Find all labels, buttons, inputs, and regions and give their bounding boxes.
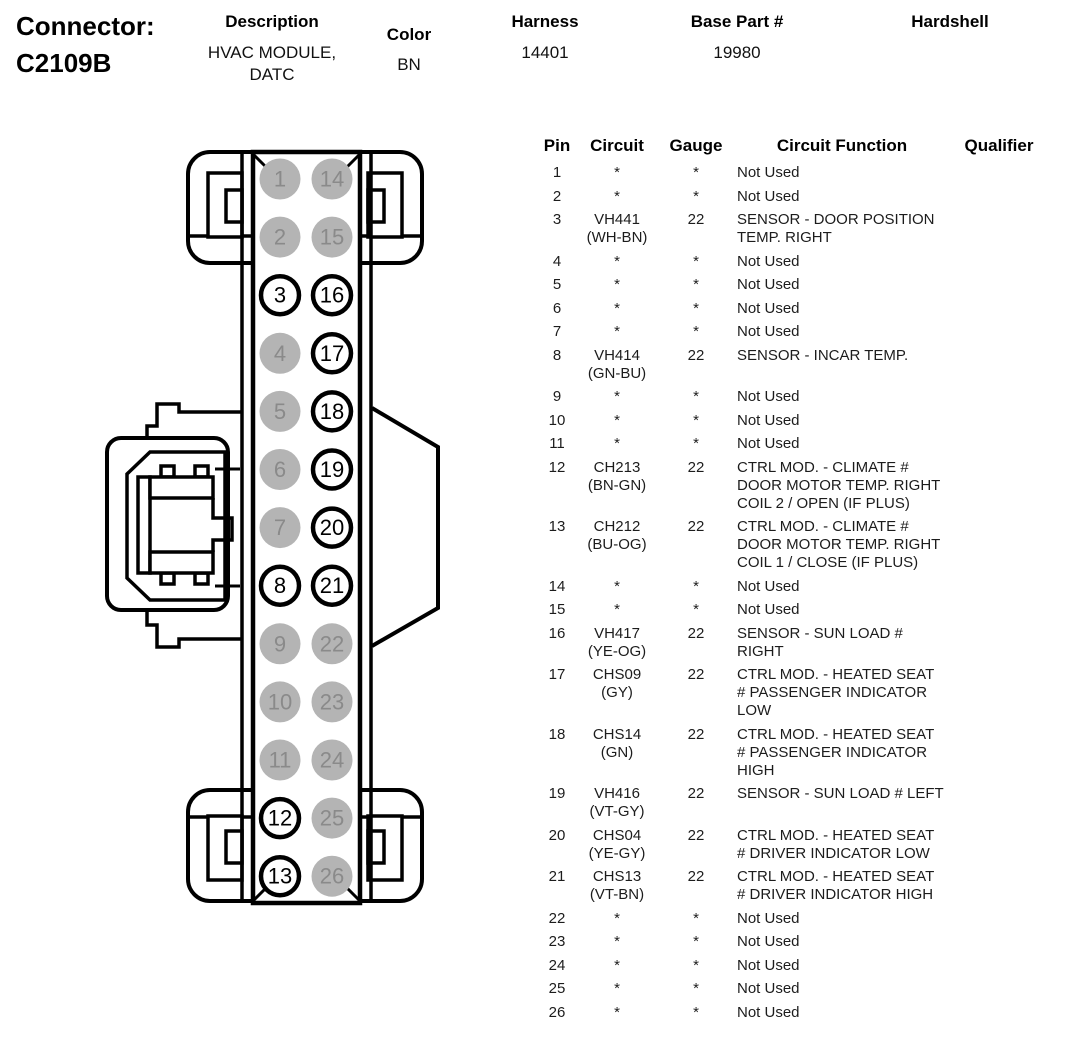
- pin-number-5: 5: [273, 398, 287, 424]
- cell-pin: 8: [552, 346, 562, 364]
- pin-number-3: 3: [273, 282, 287, 308]
- column-header-qualifier: Qualifier: [964, 136, 1034, 155]
- cell-qualifier: [951, 518, 1051, 572]
- cell-qualifier: [951, 910, 1051, 928]
- cell-circuit: CH213 (BN-GN): [587, 458, 647, 494]
- cell-pin: 10: [548, 411, 566, 429]
- cell-gauge: *: [693, 956, 699, 974]
- cell-pin: 1: [552, 164, 562, 181]
- cell-pin: 23: [548, 933, 566, 950]
- cell-gauge: 22: [687, 346, 705, 364]
- cell-gauge: 22: [687, 211, 705, 228]
- cell-gauge: *: [693, 411, 699, 429]
- cell-pin: 21: [548, 868, 566, 885]
- cell-gauge: *: [693, 187, 699, 205]
- cell-circuit-function: Not Used: [737, 299, 800, 317]
- cell-circuit-function: Not Used: [737, 323, 800, 340]
- cell-circuit-function: Not Used: [737, 933, 800, 950]
- cell-qualifier: [951, 868, 1051, 904]
- cell-circuit-function: CTRL MOD. - HEATED SEAT # PASSENGER INDICATOR LOW: [737, 666, 935, 719]
- cell-gauge: *: [693, 933, 699, 950]
- cell-circuit: CHS09 (GY): [592, 666, 642, 701]
- pin-number-2: 2: [273, 224, 287, 250]
- cell-circuit-function: Not Used: [737, 980, 800, 997]
- table-row-pin-2: [537, 188, 1062, 206]
- cell-gauge: *: [693, 388, 699, 405]
- color-label: Color: [386, 25, 432, 44]
- cell-circuit-function: SENSOR - SUN LOAD # RIGHT: [737, 624, 903, 660]
- cell-circuit: *: [614, 411, 620, 429]
- cell-qualifier: [951, 601, 1051, 619]
- pin-number-11: 11: [268, 747, 292, 773]
- table-row-pin-13: [537, 518, 1062, 572]
- cell-gauge: *: [693, 577, 699, 595]
- cell-circuit: VH417 (YE-OG): [587, 624, 647, 660]
- cell-circuit: *: [614, 909, 620, 927]
- connector-label: Connector:: [16, 11, 155, 41]
- cell-qualifier: [951, 459, 1051, 513]
- table-row-pin-7: [537, 323, 1062, 341]
- table-row-pin-26: [537, 1004, 1062, 1022]
- table-row-pin-17: [537, 666, 1062, 720]
- cell-qualifier: [951, 253, 1051, 271]
- cell-gauge: *: [693, 323, 699, 340]
- cell-qualifier: [951, 300, 1051, 318]
- cell-circuit-function: Not Used: [737, 276, 800, 293]
- cell-pin: 7: [552, 323, 562, 340]
- cell-gauge: 22: [687, 666, 705, 683]
- table-row-pin-3: [537, 211, 1062, 247]
- cell-circuit: *: [614, 435, 620, 452]
- cell-qualifier: [951, 726, 1051, 780]
- table-row-pin-4: [537, 253, 1062, 271]
- harness-value: 14401: [521, 43, 569, 62]
- cell-circuit-function: Not Used: [737, 187, 800, 205]
- cell-qualifier: [951, 785, 1051, 821]
- cell-pin: 5: [552, 276, 562, 293]
- pin-number-8: 8: [273, 573, 287, 599]
- cell-qualifier: [951, 388, 1051, 406]
- cell-qualifier: [951, 412, 1051, 430]
- column-header-circuit: Circuit: [590, 136, 644, 155]
- cell-circuit: VH414 (GN-BU): [587, 346, 647, 382]
- column-header-function: Circuit Function: [776, 136, 908, 155]
- cell-circuit-function: SENSOR - SUN LOAD # LEFT: [737, 785, 944, 802]
- pin-number-7: 7: [273, 515, 287, 541]
- cell-circuit: CHS13 (VT-BN): [589, 868, 645, 903]
- pin-number-18: 18: [319, 398, 345, 424]
- pin-number-22: 22: [319, 631, 345, 657]
- table-row-pin-1: [537, 164, 1062, 182]
- cell-circuit-function: Not Used: [737, 435, 800, 452]
- cell-pin: 15: [548, 601, 566, 618]
- cell-circuit: *: [614, 252, 620, 270]
- pinout-table: [537, 136, 1062, 1027]
- cell-gauge: *: [693, 435, 699, 452]
- table-row-pin-24: [537, 957, 1062, 975]
- cell-gauge: *: [693, 1003, 699, 1021]
- cell-pin: 24: [548, 956, 566, 974]
- table-row-pin-5: [537, 276, 1062, 294]
- cell-gauge: *: [693, 164, 699, 181]
- cell-circuit-function: Not Used: [737, 1003, 800, 1021]
- table-row-pin-18: [537, 726, 1062, 780]
- cell-circuit: *: [614, 276, 620, 293]
- cell-circuit-function: CTRL MOD. - HEATED SEAT # DRIVER INDICATOR LOW: [737, 826, 935, 862]
- pin-number-25: 25: [319, 805, 345, 831]
- table-row-pin-12: [537, 459, 1062, 513]
- pin-number-23: 23: [319, 689, 345, 715]
- cell-pin: 22: [548, 909, 566, 927]
- cell-circuit-function: CTRL MOD. - CLIMATE # DOOR MOTOR TEMP. RIGHT COIL 1 / CLOSE (IF PLUS): [737, 518, 941, 571]
- cell-gauge: *: [693, 980, 699, 997]
- cell-circuit-function: SENSOR - DOOR POSITION TEMP. RIGHT: [737, 211, 935, 246]
- cell-pin: 12: [548, 458, 566, 476]
- cell-circuit: *: [614, 299, 620, 317]
- pin-number-9: 9: [273, 631, 287, 657]
- cell-gauge: 22: [687, 785, 705, 802]
- cell-pin: 4: [552, 252, 562, 270]
- cell-qualifier: [951, 827, 1051, 863]
- cell-circuit-function: CTRL MOD. - CLIMATE # DOOR MOTOR TEMP. RIGHT COIL 2 / OPEN (IF PLUS): [737, 458, 941, 512]
- cell-circuit: VH441 (WH-BN): [586, 211, 648, 246]
- cell-circuit-function: Not Used: [737, 956, 800, 974]
- cell-gauge: *: [693, 909, 699, 927]
- table-row-pin-14: [537, 578, 1062, 596]
- harness-label: Harness: [511, 12, 579, 31]
- description-label: Description: [225, 12, 319, 31]
- pin-number-10: 10: [267, 689, 293, 715]
- cell-circuit: *: [614, 388, 620, 405]
- cell-circuit: *: [614, 980, 620, 997]
- table-row-pin-6: [537, 300, 1062, 318]
- cell-circuit: *: [614, 164, 620, 181]
- cell-pin: 2: [552, 187, 562, 205]
- table-row-pin-8: [537, 347, 1062, 383]
- pin-number-24: 24: [319, 747, 345, 773]
- cell-qualifier: [951, 188, 1051, 206]
- cell-circuit-function: Not Used: [737, 411, 800, 429]
- cell-qualifier: [951, 625, 1051, 661]
- cell-pin: 11: [549, 435, 565, 452]
- cell-circuit-function: Not Used: [737, 601, 800, 618]
- cell-pin: 9: [552, 388, 562, 405]
- cell-pin: 19: [548, 785, 566, 802]
- cell-qualifier: [951, 980, 1051, 998]
- cell-circuit-function: Not Used: [737, 577, 800, 595]
- cell-gauge: 22: [687, 624, 705, 642]
- cell-circuit-function: SENSOR - INCAR TEMP.: [737, 346, 909, 364]
- cell-circuit-function: Not Used: [737, 909, 800, 927]
- cell-circuit-function: Not Used: [737, 252, 800, 270]
- side-latch: [107, 404, 242, 647]
- pin-number-17: 17: [319, 340, 345, 366]
- cell-circuit: *: [614, 956, 620, 974]
- cell-qualifier: [951, 957, 1051, 975]
- pin-number-12: 12: [267, 805, 293, 831]
- cell-circuit: *: [614, 1003, 620, 1021]
- cell-pin: 14: [548, 577, 566, 595]
- table-row-pin-19: [537, 785, 1062, 821]
- table-row-pin-23: [537, 933, 1062, 951]
- color-value: BN: [397, 55, 421, 74]
- table-row-pin-9: [537, 388, 1062, 406]
- keying-rib: [372, 408, 438, 646]
- pin-number-15: 15: [319, 224, 345, 250]
- base-part-label: Base Part #: [690, 12, 784, 31]
- cell-pin: 17: [548, 666, 566, 683]
- table-row-pin-11: [537, 435, 1062, 453]
- table-row-pin-20: [537, 827, 1062, 863]
- cell-circuit: CHS04 (YE-GY): [588, 826, 646, 862]
- cell-pin: 6: [552, 299, 562, 317]
- cell-qualifier: [951, 323, 1051, 341]
- pin-number-1: 1: [273, 166, 287, 192]
- base-part-value: 19980: [713, 43, 761, 62]
- cell-gauge: *: [693, 601, 699, 618]
- cell-pin: 3: [552, 211, 562, 228]
- cell-pin: 18: [548, 725, 566, 743]
- description-value-line1: HVAC MODULE,: [207, 43, 337, 62]
- table-row-pin-25: [537, 980, 1062, 998]
- cell-gauge: *: [693, 276, 699, 293]
- cell-circuit-function: CTRL MOD. - HEATED SEAT # PASSENGER INDICATOR HIGH: [737, 725, 935, 779]
- cell-qualifier: [951, 1004, 1051, 1022]
- cell-pin: 13: [548, 518, 566, 535]
- cell-circuit-function: Not Used: [737, 164, 800, 181]
- cell-gauge: 22: [687, 458, 705, 476]
- cell-circuit-function: CTRL MOD. - HEATED SEAT # DRIVER INDICATOR HIGH: [737, 868, 935, 903]
- table-row-pin-15: [537, 601, 1062, 619]
- cell-gauge: 22: [687, 826, 705, 844]
- pin-number-21: 21: [319, 573, 345, 599]
- cell-pin: 20: [548, 826, 566, 844]
- cell-gauge: *: [693, 252, 699, 270]
- cell-pin: 25: [548, 980, 566, 997]
- cell-qualifier: [951, 347, 1051, 383]
- cell-gauge: 22: [687, 868, 705, 885]
- cell-pin: 16: [548, 624, 566, 642]
- table-body: [537, 164, 1062, 1022]
- cell-circuit: *: [614, 933, 620, 950]
- pin-number-4: 4: [273, 340, 287, 366]
- cell-gauge: *: [693, 299, 699, 317]
- table-row-pin-21: [537, 868, 1062, 904]
- pin-number-19: 19: [319, 457, 345, 482]
- pin-number-6: 6: [273, 457, 287, 482]
- cell-circuit-function: Not Used: [737, 388, 800, 405]
- table-header-row: [537, 136, 1062, 155]
- connector-id: C2109B: [16, 48, 112, 78]
- table-row-pin-22: [537, 910, 1062, 928]
- cell-qualifier: [951, 211, 1051, 247]
- table-row-pin-16: [537, 625, 1062, 661]
- cell-circuit: *: [614, 601, 620, 618]
- cell-qualifier: [951, 578, 1051, 596]
- description-value-line2: DATC: [249, 65, 295, 84]
- pin-number-20: 20: [319, 515, 345, 541]
- pin-number-16: 16: [319, 282, 345, 308]
- pin-number-14: 14: [319, 166, 345, 192]
- column-header-pin: Pin: [543, 136, 571, 155]
- cell-gauge: 22: [687, 725, 705, 743]
- cell-gauge: 22: [687, 518, 705, 535]
- cell-circuit: CHS14 (GN): [592, 725, 642, 761]
- cell-circuit: CH212 (BU-OG): [587, 518, 647, 553]
- cell-circuit: *: [614, 577, 620, 595]
- cell-pin: 26: [548, 1003, 566, 1021]
- cell-circuit: VH416 (VT-GY): [589, 785, 645, 820]
- column-header-gauge: Gauge: [669, 136, 723, 155]
- cell-qualifier: [951, 435, 1051, 453]
- pin-number-13: 13: [267, 863, 293, 889]
- cell-qualifier: [951, 164, 1051, 182]
- table-row-pin-10: [537, 412, 1062, 430]
- cell-qualifier: [951, 276, 1051, 294]
- cell-qualifier: [951, 933, 1051, 951]
- cell-circuit: *: [614, 323, 620, 340]
- cell-circuit: *: [614, 187, 620, 205]
- cell-qualifier: [951, 666, 1051, 720]
- pin-number-26: 26: [319, 863, 345, 889]
- hardshell-label: Hardshell: [911, 12, 989, 31]
